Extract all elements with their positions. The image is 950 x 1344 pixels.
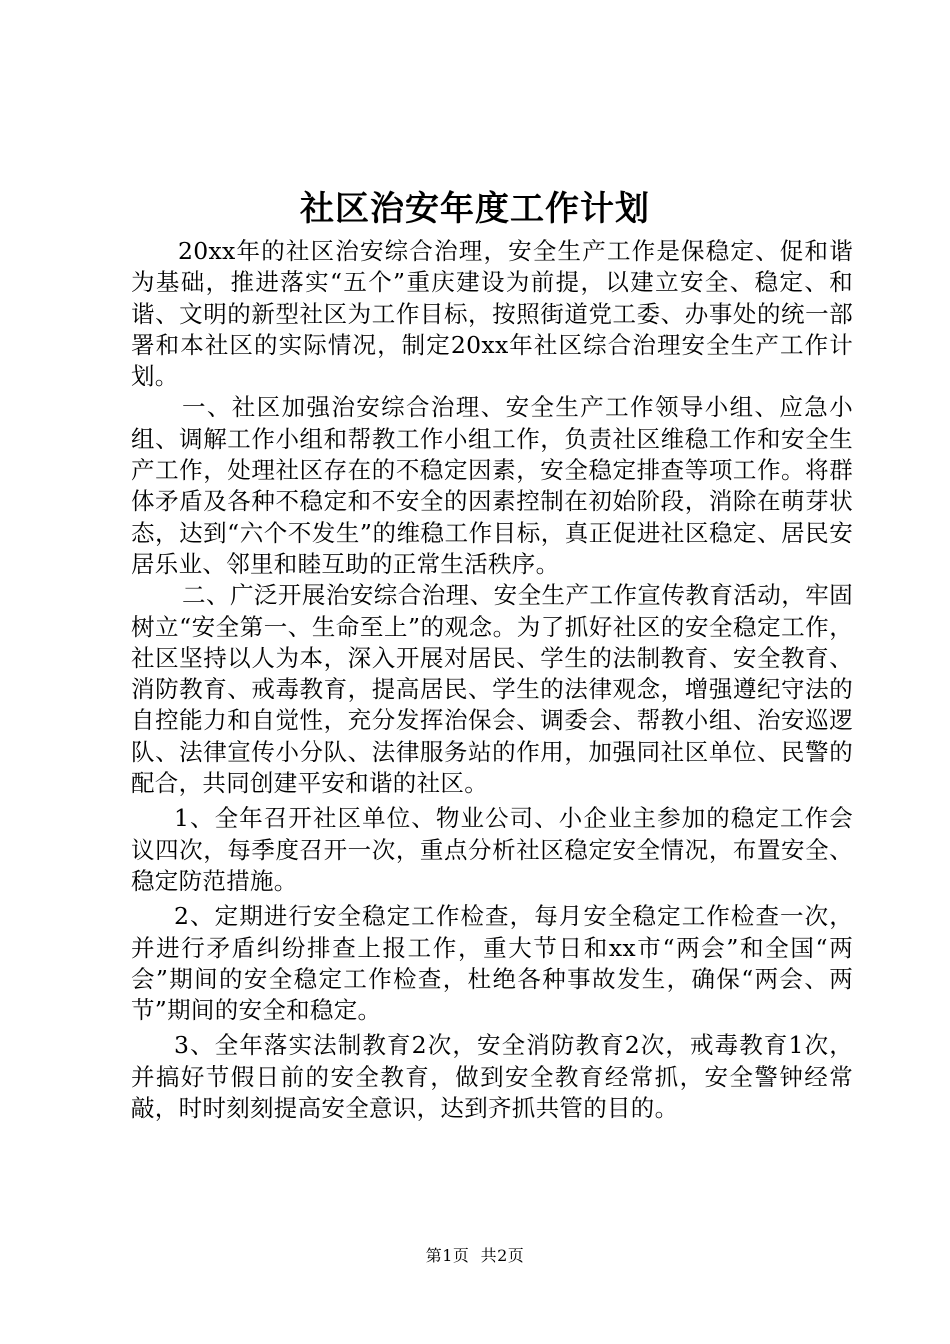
section-two-paragraph: 二、广泛开展治安综合治理、安全生产工作宣传教育活动，牢固树立“安全第一、生命至上”的观念。为了抓好社区的安全稳定工作，社区坚持以人为本，深入开展对居民、学生的法制教育、安全教育、消防教育、戒毒教育，提高居民、学生的法律观念，增强遵纪守法的自控能力和自觉性，充分发挥治保会、调委会、帮教小组、治安巡逻队、法律宣传小分队、法律服务站的作用，加强同社区单位、民警的配合，共同创建平安和谐的社区。 (131, 581, 853, 798)
document-body (131, 236, 853, 1124)
item-one-paragraph: 1、全年召开社区单位、物业公司、小企业主参加的稳定工作会议四次，每季度召开一次，重点分析社区稳定安全情况，布置安全、稳定防范措施。 (131, 804, 853, 895)
item-two-paragraph: 2、定期进行安全稳定工作检查，每月安全稳定工作检查一次，并进行矛盾纠纷排查上报工作，重大节日和xx市“两会”和全国“两会”期间的安全稳定工作检查，杜绝各种事故发生，确保“两会、两节”期间的安全和稳定。 (131, 902, 853, 1025)
item-three-paragraph: 3、全年落实法制教育2次，安全消防教育2次，戒毒教育1次，并搞好节假日前的安全教育，做到安全教育经常抓，安全警钟经常敲，时时刻刻提高安全意识，达到齐抓共管的目的。 (131, 1031, 853, 1123)
page-number-footer: 第1页 共2页 (425, 1246, 525, 1265)
section-one-paragraph: 一、社区加强治安综合治理、安全生产工作领导小组、应急小组、调解工作小组和帮教工作小组工作，负责社区维稳工作和安全生产工作，处理社区存在的不稳定因素，安全稳定排查等项工作。将群体矛盾及各种不稳定和不安全的因素控制在初始阶段，消除在萌芽状态，达到“六个不发生”的维稳工作目标，真正促进社区稳定、居民安居乐业、邻里和睦互助的正常生活秩序。 (131, 393, 853, 578)
intro-paragraph: 20xx年的社区治安综合治理，安全生产工作是保稳定、促和谐为基础，推进落实“五个”重庆建设为前提，以建立安全、稳定、和谐、文明的新型社区为工作目标，按照街道党工委、办事处的统一部署和本社区的实际情况，制定20xx年社区综合治理安全生产工作计划。 (131, 237, 853, 391)
document-title: 社区治安年度工作计划 (300, 189, 650, 229)
